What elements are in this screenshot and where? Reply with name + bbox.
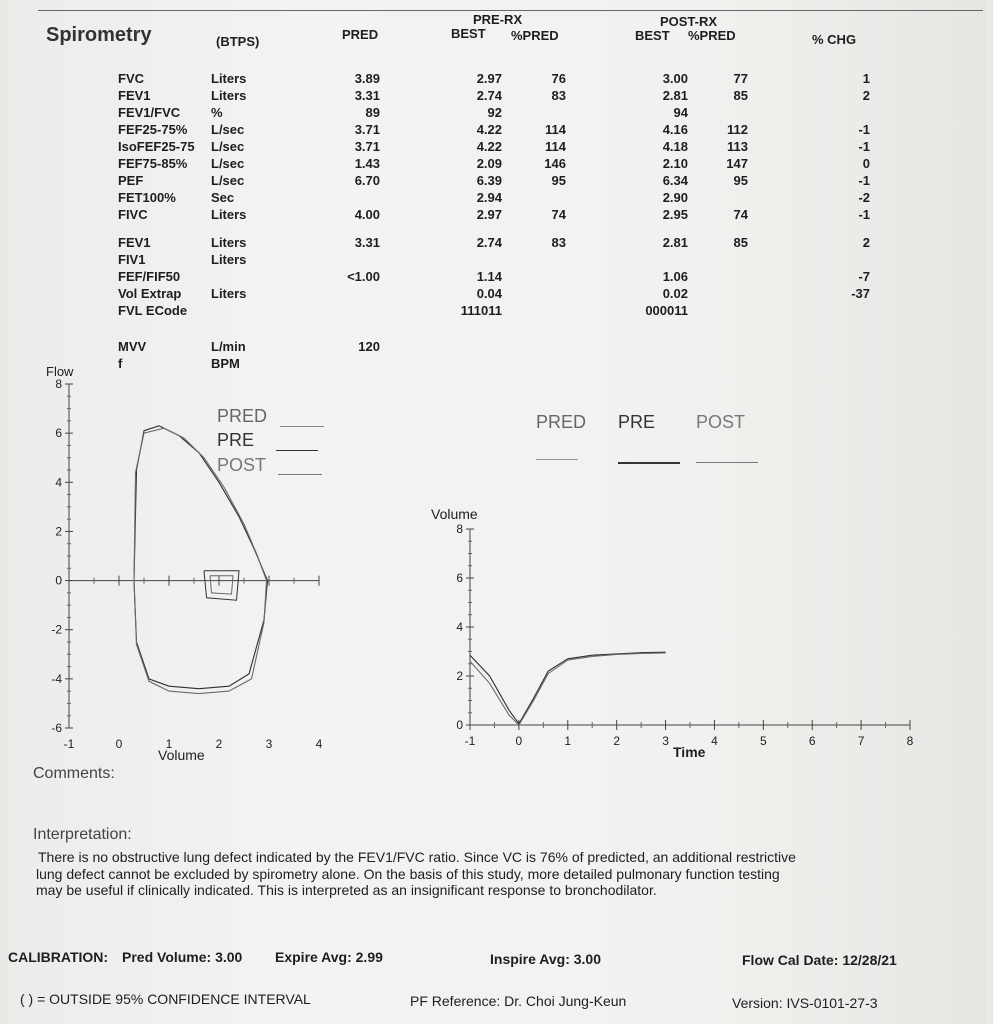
rows-pre: 92 [487,105,502,120]
rows-chg: -1 [858,207,870,222]
rows2-pred: <1.00 [347,269,380,284]
legend-right-pred-line [536,459,578,460]
interpretation-line-3: may be useful if clinically indicated. This is interpreted as an insignificant response to bronchodilator. [36,882,657,898]
rows-post-pct: 112 [727,122,748,137]
rows-unit: L/sec [211,173,245,188]
vt-y-tick-label: 0 [456,718,463,732]
vt-volume-axis-label: Volume [431,506,478,522]
rows2-post-pct [720,251,748,268]
top-rule [38,10,983,11]
rows-chg: 2 [862,88,870,103]
vt-series-post [470,653,666,725]
confidence-note: ( ) = OUTSIDE 95% CONFIDENCE INTERVAL [20,991,311,1007]
volume-axis-label: Volume [158,747,205,763]
interpretation-line-1: There is no obstructive lung defect indicated by the FEV1/FVC ratio. Since VC is 76% of predicted, an additional restrictive [38,849,796,865]
rows-post-pct [720,104,748,121]
rows-post: 6.34 [662,173,688,188]
rows2-pre-pct [536,302,566,319]
rows-chg: 1 [862,71,870,86]
rows-name: FET100% [118,190,176,205]
rows2-post-pct [720,268,748,285]
prerx-header: PRE-RX [473,12,523,27]
rows-unit: L/sec [211,122,245,137]
vt-x-tick-label: 4 [711,734,718,748]
rows-unit: Liters [211,88,247,103]
fv-x-tick-label: 4 [315,737,323,751]
vt-x-tick-label: -1 [464,734,476,748]
rows-pre-pct: 83 [551,88,566,103]
rows2-name: FEV1 [118,235,151,250]
fv-x-tick-label: 2 [215,737,223,751]
volume-time-chart [423,500,923,770]
rows-name: FEV1/FVC [118,105,181,120]
fv-x-tick-label: -1 [63,737,75,751]
rows-unit: L/sec [211,139,245,154]
rows-pre-pct: 114 [545,139,566,154]
rows2-post [632,251,688,268]
flow-axis-label: Flow [46,364,74,379]
rows-post: 2.95 [662,207,688,222]
comments-label: Comments: [33,765,115,782]
vt-x-tick-label: 2 [613,734,621,748]
vt-y-tick-label: 8 [456,522,463,536]
btps-label: (BTPS) [216,34,260,49]
rows2-name: FIV1 [118,252,146,267]
legend-left-post-line [278,474,322,475]
rows3-name: f [118,356,123,371]
rows-chg: 0 [862,156,870,171]
flow-cal-date: Flow Cal Date: 12/28/21 [742,952,897,968]
calibration-pred-volume: Pred Volume: 3.00 [122,949,243,965]
rows2-pre: 1.14 [476,269,502,284]
version-label: Version: IVS-0101-27-3 [732,995,878,1011]
calibration-inspire: Inspire Avg: 3.00 [490,951,602,967]
legend-left-pred: PRED [217,406,268,426]
rows-pre: 2.94 [476,190,502,205]
rows2-pre: 0.04 [476,286,502,301]
rows2-unit: Liters [211,286,247,301]
rows2-unit: Liters [211,235,247,250]
calibration-label: CALIBRATION: [8,949,109,965]
rows-chg: -2 [858,190,870,205]
rows2-chg: 2 [862,235,870,250]
rows2-pred [338,251,380,268]
rows-post-pct [720,189,748,206]
legend-left-post: POST [217,455,267,475]
rows-post: 4.18 [662,139,688,154]
post-best-header: BEST [635,28,670,43]
rows-pre: 2.74 [476,88,502,103]
interpretation-label: Interpretation: [33,826,132,843]
rows2-post: 2.81 [662,235,688,250]
rows-chg: -1 [858,173,870,188]
postrx-header: POST-RX [660,14,718,29]
rows-post-pct: 147 [726,156,748,171]
rows2-post-pct: 85 [733,235,748,250]
chg-header: % CHG [812,32,857,47]
legend-right-pre: PRE [618,412,656,432]
rows2-name: Vol Extrap [118,286,182,301]
rows-name: FIVC [118,207,148,222]
rows-pre-pct: 95 [551,173,566,188]
vt-x-tick-label: 8 [906,734,914,748]
vt-x-tick-label: 5 [759,734,767,748]
pf-reference: PF Reference: Dr. Choi Jung-Keun [410,993,627,1009]
pred-header: PRED [342,27,379,42]
rows2-pre: 111011 [460,303,502,318]
pre-best-header: BEST [451,26,486,41]
rows2-chg: -37 [851,286,870,301]
rows2-unit [211,268,271,285]
rows3-name: MVV [118,339,147,354]
rows-pred: 89 [365,105,380,120]
fv-y-tick-label: 8 [55,377,62,391]
rows-chg [830,104,870,121]
rows-pre-pct: 146 [544,156,566,171]
rows2-unit [211,302,271,319]
post-pct-header: %PRED [688,28,736,43]
rows2-chg [830,251,870,268]
rows-name: FEV1 [118,88,151,103]
rows-post: 94 [673,105,688,120]
fv-x-tick-label: 3 [265,737,273,751]
rows-pred: 1.43 [354,156,380,171]
rows2-pred [338,285,380,302]
rows2-pre-pct: 83 [551,235,566,250]
rows-post-pct: 74 [733,207,748,222]
rows2-pred [338,302,380,319]
vt-series-pre [470,652,666,724]
pre-pct-header: %PRED [511,28,559,43]
rows-pred: 3.31 [354,88,380,103]
rows2-name: FEF/FIF50 [118,269,181,284]
rows2-post-pct [720,285,748,302]
calibration-expire: Expire Avg: 2.99 [275,949,383,965]
rows-unit: Liters [211,71,247,86]
interpretation-line-2: lung defect cannot be excluded by spirometry alone. On the basis of this study, more detailed pulmonary function testing [36,866,780,882]
fv-y-tick-label: 6 [55,426,62,441]
rows2-pre: 2.74 [476,235,502,250]
rows2-chg [830,302,870,319]
fv-y-tick-label: 0 [55,573,62,588]
fv-y-tick-label: 2 [55,524,62,539]
rows-unit: Sec [211,190,235,205]
vt-time-axis-label: Time [673,744,706,760]
rows2-post: 000011 [645,303,688,318]
vt-x-tick-label: 1 [564,734,572,748]
vt-x-tick-label: 3 [662,734,669,748]
rows2-unit: Liters [211,252,247,267]
rows-post-pct: 77 [733,71,748,86]
rows-pred: 3.89 [354,71,380,86]
fv-tidal-loop [210,576,233,594]
rows-pre: 6.39 [476,173,502,188]
rows2-pre-pct [536,285,566,302]
rows-unit: Liters [211,207,247,222]
rows-pre: 4.22 [476,139,502,154]
rows-post-pct: 95 [733,173,748,188]
rows-name: PEF [118,173,144,188]
rows-pred: 3.71 [354,122,380,137]
vt-y-tick-label: 4 [456,620,463,634]
vt-x-tick-label: 0 [515,734,523,748]
rows-chg: -1 [858,139,870,154]
rows-unit: L/sec [211,156,245,171]
rows-name: FVC [118,71,144,86]
fv-x-tick-label: 0 [115,737,123,751]
rows-pred: 3.71 [354,139,380,154]
rows-chg: -1 [858,122,870,137]
legend-right-pred: PRED [536,412,587,432]
rows2-post: 0.02 [662,286,688,301]
rows-post: 4.16 [662,122,688,137]
fv-y-tick-label: 4 [55,475,62,490]
rows-pre: 2.09 [476,156,502,171]
rows2-name: FVL ECode [118,303,188,318]
rows-pre-pct: 76 [551,71,566,86]
rows-post: 3.00 [662,71,688,86]
rows2-pre-pct [536,251,566,268]
rows-pred: 6.70 [354,173,380,188]
legend-right-pre-line [618,462,680,464]
rows-post: 2.81 [662,88,688,103]
rows-name: FEF75-85% [118,156,188,171]
rows2-post: 1.06 [662,269,688,284]
vt-y-tick-label: 6 [456,571,463,585]
vt-x-tick-label: 7 [857,734,865,748]
rows-post-pct: 85 [733,88,748,103]
rows-name: IsoFEF25-75 [118,139,195,154]
vt-x-tick-label: 6 [808,734,816,748]
rows-pre: 2.97 [476,207,502,222]
report-page [8,0,986,1024]
flow-volume-chart [8,358,348,788]
rows-pre-pct: 74 [551,207,566,222]
legend-right-post: POST [696,412,746,432]
rows-pre-pct [536,104,566,121]
vt-y-tick-label: 2 [456,669,463,683]
rows-name: FEF25-75% [118,122,188,137]
rows2-pred: 3.31 [354,235,380,250]
rows-pred [338,189,380,206]
rows2-post-pct [720,302,748,319]
rows-post: 2.10 [662,156,688,171]
rows2-chg: -7 [858,269,870,284]
rows3-unit: BPM [211,356,240,371]
rows3-unit: L/min [211,339,246,354]
report-title: Spirometry [46,24,152,46]
fv-tidal-loop [204,571,239,601]
rows-post-pct: 113 [727,139,748,154]
fv-y-tick-label: -4 [51,671,62,686]
fv-y-tick-label: -2 [51,622,62,637]
legend-left-pre: PRE [217,430,255,450]
rows-post: 2.90 [662,190,688,205]
rows-pre: 4.22 [476,122,502,137]
rows2-pre [456,251,502,268]
rows-pre: 2.97 [476,71,502,86]
legend-right-post-line [696,462,758,463]
rows3-pred: 120 [358,339,380,354]
legend-left-pre-line [276,450,318,451]
fv-y-tick-label: -6 [51,721,62,735]
fv-x-tick-label: 1 [165,737,173,751]
rows-pre-pct [536,189,566,206]
rows-pre-pct: 114 [545,122,566,137]
rows-unit: % [211,105,223,120]
rows2-pre-pct [536,268,566,285]
legend-left-pred-line [280,426,324,427]
rows-pred: 4.00 [354,207,380,222]
